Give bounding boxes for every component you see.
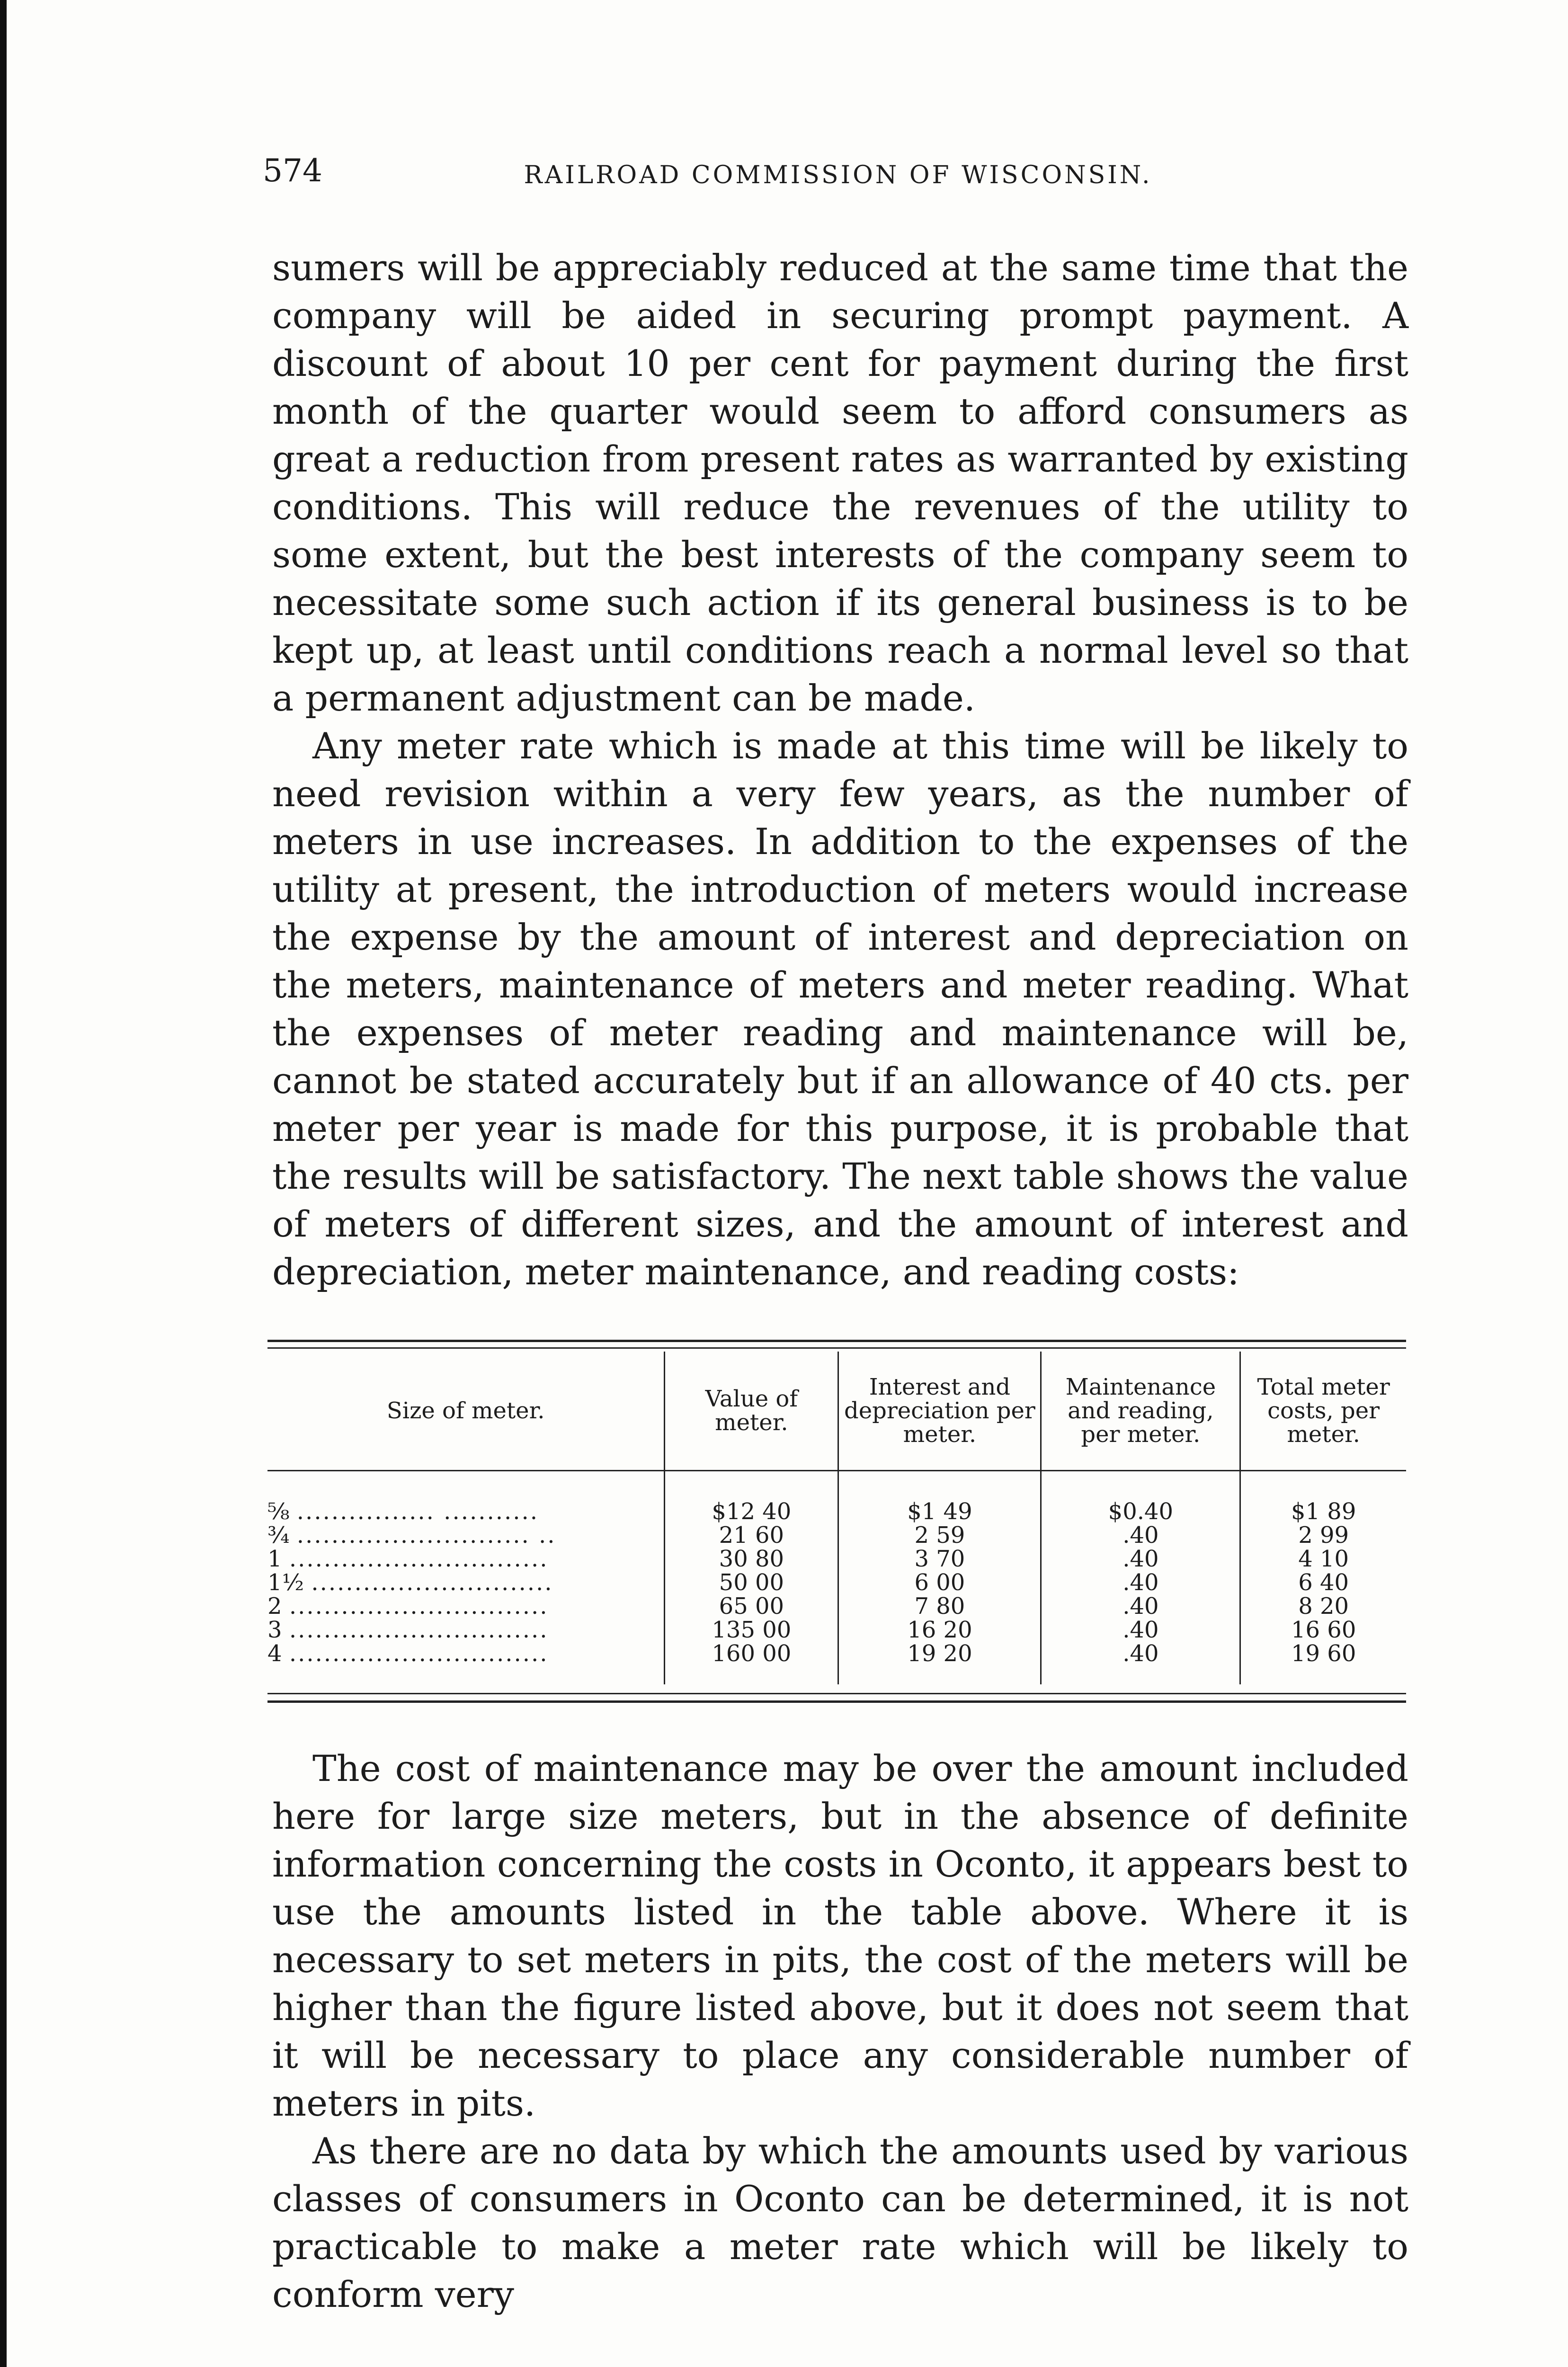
table-row (267, 1642, 1406, 1684)
maintenance-cell: $0.40 (1041, 1471, 1240, 1524)
table-top-rule-inner (267, 1347, 1406, 1349)
table-row (267, 1594, 1406, 1618)
table-row (267, 1618, 1406, 1642)
leader-dots: .............................. (289, 1593, 549, 1620)
col-header-value: Value of meter. (665, 1352, 838, 1471)
table-row (267, 1547, 1406, 1571)
size-cell (267, 1571, 665, 1594)
value-cell: $12 40 (665, 1471, 838, 1524)
leader-dots: ................ ........... (296, 1498, 539, 1525)
size-cell (267, 1547, 665, 1571)
col-header-size: Size of meter. (267, 1352, 665, 1471)
value-cell: 160 00 (665, 1642, 838, 1684)
paragraph: As there are no data by which the amounts used by various classes of consumers in Oconto can be determined, it is not practicable to make a meter rate which will be likely to conform very (272, 2130, 1408, 2315)
leader-dots: .............................. (289, 1546, 549, 1572)
total-cell: 6 40 (1240, 1571, 1406, 1594)
size-cell (267, 1594, 665, 1618)
maintenance-cell: .40 (1041, 1547, 1240, 1571)
table-bottom-rule-inner (267, 1693, 1406, 1694)
size-cell (267, 1523, 665, 1547)
interest-cell: 16 20 (838, 1618, 1041, 1642)
maintenance-cell: .40 (1041, 1523, 1240, 1547)
maintenance-cell: .40 (1041, 1618, 1240, 1642)
value-cell: 65 00 (665, 1594, 838, 1618)
table-row (267, 1523, 1406, 1547)
leader-dots: .............................. (289, 1640, 549, 1667)
table-row (267, 1471, 1406, 1524)
size-cell (267, 1642, 665, 1684)
size-cell (267, 1618, 665, 1642)
paragraph: sumers will be appreciably reduced at the same time that the company will be aided in securing prompt payment. A discount of about 10 per cent for payment during the first month of the quarter would seem to afford consumers as great a reduction from present rates as warranted by existing conditions. This will reduce the revenues of the utility to some extent, but the best interests of the company seem to necessitate some such action if its general business is to be kept up, at least until conditions reach a normal level so that a permanent adjustment can be made. (272, 247, 1408, 719)
size-value: 1 (267, 1546, 282, 1572)
value-cell: 21 60 (665, 1523, 838, 1547)
interest-cell: 19 20 (838, 1642, 1041, 1684)
paragraph: The cost of maintenance may be over the amount included here for large size meters, but in the absence of definite information concerning the costs in Oconto, it appears best to use the amounts listed in the table above. Where it is necessary to set meters in pits, the cost of the meters will be higher than the figure listed above, but it does not seem that it will be necessary to place any considerable number of meters in pits. (272, 1747, 1408, 2124)
maintenance-cell: .40 (1041, 1594, 1240, 1618)
body-text-after-table (272, 1744, 1408, 2318)
maintenance-cell: .40 (1041, 1642, 1240, 1684)
value-cell: 135 00 (665, 1618, 838, 1642)
interest-cell: 3 70 (838, 1547, 1041, 1571)
maintenance-cell: .40 (1041, 1571, 1240, 1594)
total-cell: 16 60 (1240, 1618, 1406, 1642)
size-value: ¾ (267, 1522, 290, 1548)
table-row (267, 1571, 1406, 1594)
size-value: 3 (267, 1617, 282, 1643)
size-value: 1½ (267, 1569, 304, 1596)
total-cell: 2 99 (1240, 1523, 1406, 1547)
table-header-row (267, 1352, 1406, 1471)
size-value: 2 (267, 1593, 282, 1620)
col-header-maintenance: Maintenance and reading, per meter. (1041, 1352, 1240, 1471)
page-header (263, 142, 1413, 194)
total-cell: 4 10 (1240, 1547, 1406, 1571)
page-number: 574 (263, 152, 322, 189)
size-value: ⅝ (267, 1498, 290, 1525)
interest-cell: 2 59 (838, 1523, 1041, 1547)
running-head: RAILROAD COMMISSION OF WISCONSIN. (524, 161, 1152, 189)
table-bottom-rule (267, 1700, 1406, 1703)
paragraph: Any meter rate which is made at this time will be likely to need revision within a very few years, as the number of meters in use increases. In addition to the expenses of the utility at present, the introduction of meters would increase the expense by the amount of interest and depreciation on the meters, maintenance of meters and meter reading. What the expenses of meter reading and maintenance will be, cannot be stated accurately but if an allowance of 40 cts. per meter per year is made for this purpose, it is probable that the results will be satisfactory. The next table shows the value of meters of different sizes, and the amount of interest and depreciation, meter maintenance, and reading costs: (272, 725, 1408, 1293)
col-header-total: Total meter costs, per meter. (1240, 1352, 1406, 1471)
table-top-rule (267, 1340, 1406, 1342)
interest-cell: 6 00 (838, 1571, 1041, 1594)
meter-cost-table (267, 1352, 1406, 1684)
total-cell: 8 20 (1240, 1594, 1406, 1618)
value-cell: 50 00 (665, 1571, 838, 1594)
leader-dots: ........................... .. (296, 1522, 556, 1548)
leader-dots: .............................. (289, 1617, 549, 1643)
body-text-before-table (272, 244, 1408, 1296)
total-cell: 19 60 (1240, 1642, 1406, 1684)
total-cell: $1 89 (1240, 1471, 1406, 1524)
scan-edge-left (0, 0, 7, 2367)
size-cell (267, 1471, 665, 1524)
col-header-interest: Interest and depreciation per meter. (838, 1352, 1041, 1471)
size-value: 4 (267, 1640, 282, 1667)
interest-cell: $1 49 (838, 1471, 1041, 1524)
interest-cell: 7 80 (838, 1594, 1041, 1618)
leader-dots: ............................ (311, 1569, 553, 1596)
value-cell: 30 80 (665, 1547, 838, 1571)
